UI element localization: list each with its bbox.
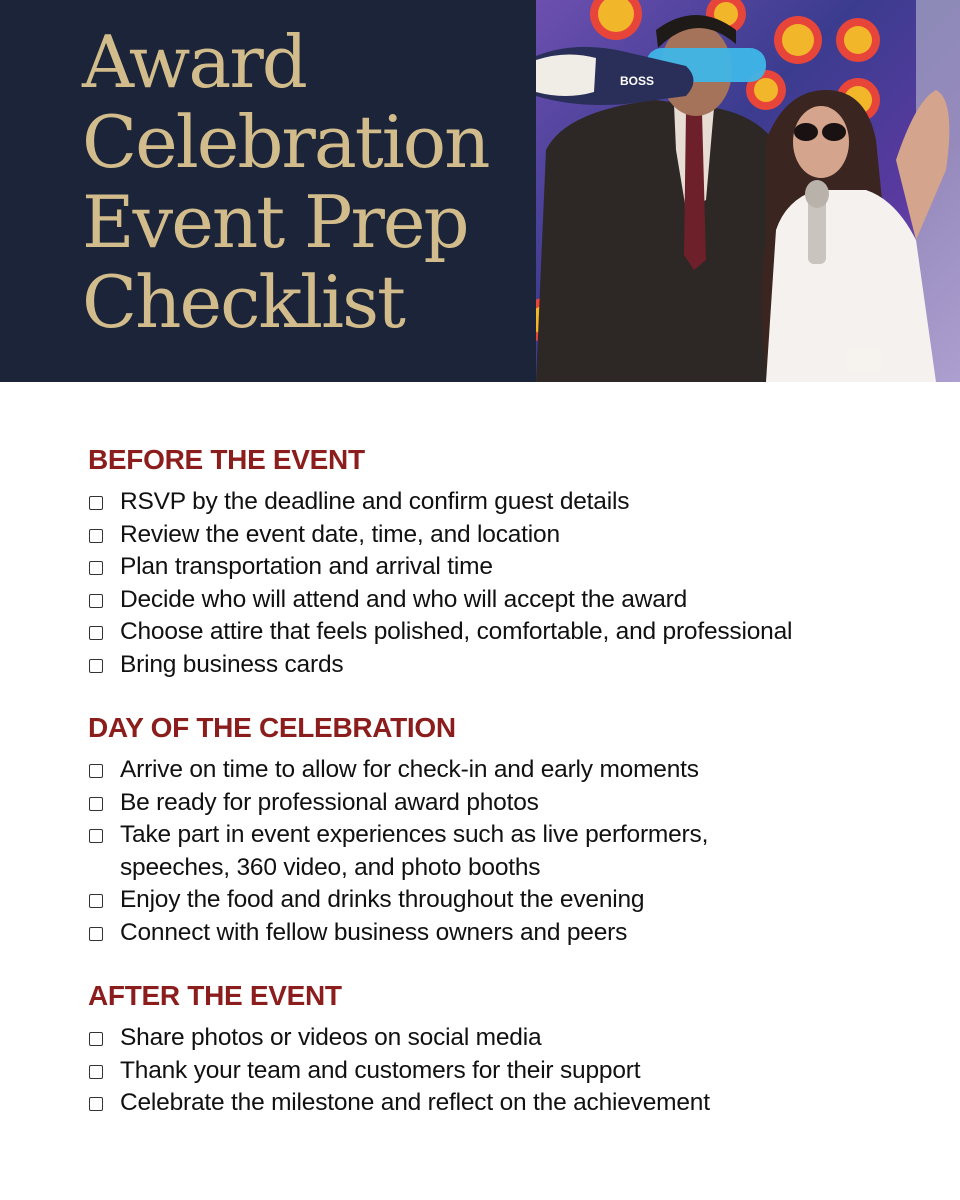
checkbox[interactable] [89,894,103,908]
list-item [88,616,908,649]
checklist-items [88,1022,908,1120]
list-item [88,884,908,917]
section-title: BEFORE THE EVENT [88,444,365,475]
section-after-event [88,976,908,1120]
item-label: Plan transportation and arrival time [120,553,493,580]
event-photo [536,0,960,382]
checklist-items [88,754,908,949]
item-label: Take part in event experiences such as live performers, speeches, 360 video, and photo booths [120,821,709,881]
list-item [88,754,908,787]
checkbox[interactable] [89,764,103,778]
section-title: DAY OF THE CELEBRATION [88,712,456,743]
item-label: Review the event date, time, and location [120,520,560,548]
section-title: AFTER THE EVENT [88,980,342,1011]
item-label: Arrive on time to allow for check-in and early moments [120,756,699,783]
event-photo-illustration [536,0,960,382]
header [0,0,960,382]
checkbox[interactable] [89,659,103,673]
list-item [88,1055,908,1088]
checkbox[interactable] [89,829,103,843]
title-line: Checklist [82,260,404,344]
item-label: Celebrate the milestone and reflect on the achievement [120,1089,710,1116]
checklist [88,440,908,1120]
list-item [88,519,908,552]
checkbox[interactable] [89,529,103,543]
checkbox[interactable] [89,1097,103,1111]
list-item [88,649,908,682]
title-panel [0,0,536,382]
title-line: Celebration [82,100,489,184]
list-item [88,1022,908,1055]
section-before-event [88,440,908,681]
title-line: Event Prep [82,180,468,264]
checkbox[interactable] [89,797,103,811]
list-item [88,486,908,519]
list-item [88,917,908,950]
checkbox[interactable] [89,927,103,941]
checkbox[interactable] [89,561,103,575]
item-label: Thank your team and customers for their support [120,1056,641,1084]
checklist-items [88,486,908,681]
section-day-of-celebration [88,708,908,949]
item-label: Be ready for professional award photos [120,788,539,816]
list-item [88,551,908,584]
checkbox[interactable] [89,1065,103,1079]
item-label: Bring business cards [120,650,344,678]
item-label: Choose attire that feels polished, comfortable, and professional [120,618,793,645]
list-item [88,819,770,884]
checkbox[interactable] [89,1032,103,1046]
page-title [82,22,522,342]
boss-sign-text: BOSS [620,74,655,88]
item-label: Connect with fellow business owners and peers [120,918,628,946]
list-item [88,1087,908,1120]
item-label: Share photos or videos on social media [120,1024,542,1051]
list-item [88,584,908,617]
item-label: Decide who will attend and who will accept the award [120,585,688,613]
title-line: Award [82,20,306,104]
checkbox[interactable] [89,594,103,608]
item-label: RSVP by the deadline and confirm guest details [120,488,630,515]
checkbox[interactable] [89,496,103,510]
checkbox[interactable] [89,626,103,640]
list-item [88,787,908,820]
item-label: Enjoy the food and drinks throughout the evening [120,886,645,913]
